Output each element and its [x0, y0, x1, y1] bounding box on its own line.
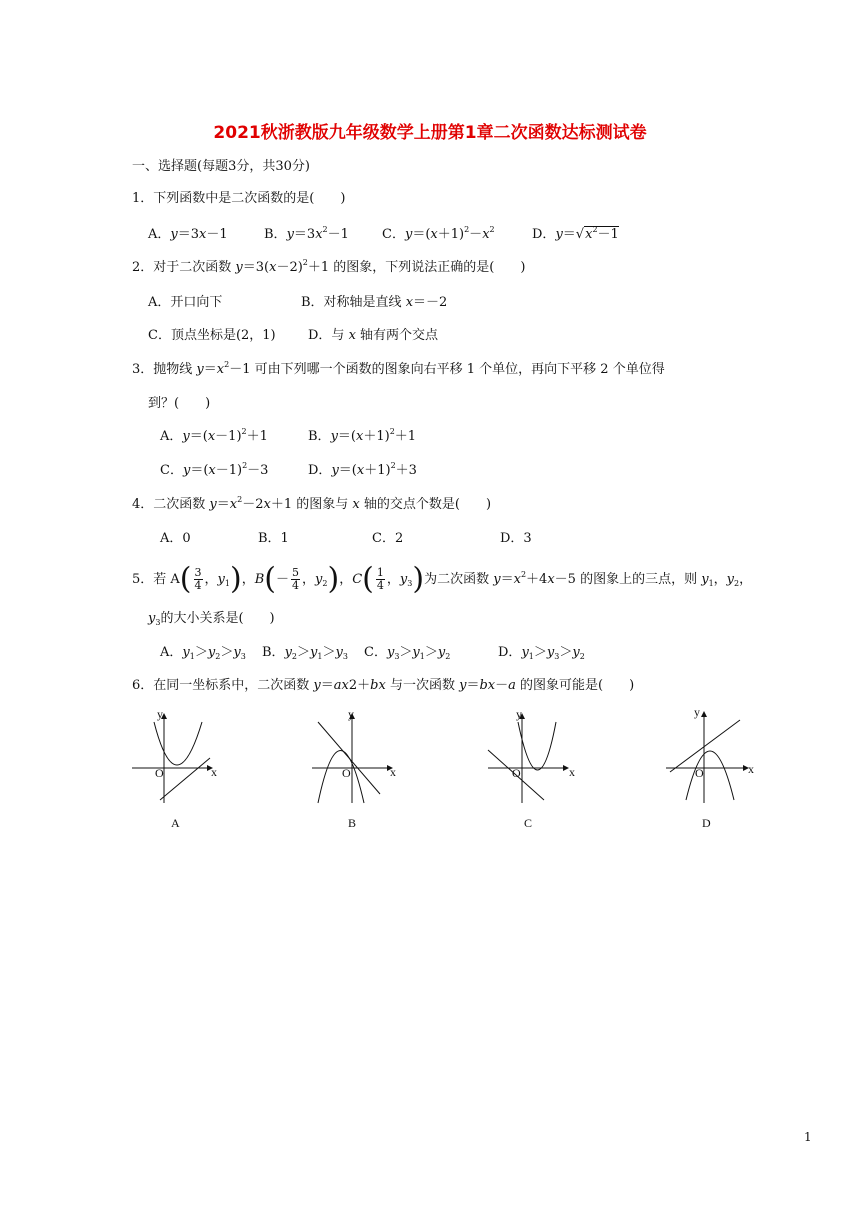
question-3-stem-line2: 到？( ) — [148, 396, 211, 411]
question-5-stem: 5．若 A( $\frac{3}{4}$ ，$y_1$)，B(－ $\frac{5}{4}$ ，$y_2$)，C( $\frac{1}{4}$ ，$y_3$)为二次函数 $y=x^2+4x-5$ 的图象上的三点，则 $y_1$，$y_2$， — [132, 561, 753, 597]
graph-d-origin-label: O — [695, 766, 704, 780]
question-3-stem: 3．抛物线 $y=x^2-1$ 可由下列哪一个函数的图象向右平移 1 个单位，再向下平移 2 个单位得 — [132, 360, 665, 377]
graph-c-caption: C — [524, 816, 533, 830]
page-number: 1 — [804, 1130, 812, 1144]
question-4-stem: 4．二次函数 $y=x^2-2x+1$ 的图象与 x 轴的交点个数是( ) — [132, 495, 492, 512]
q1-option-c: C．$y=(x+1)^2-x^2$ — [382, 225, 495, 242]
q5-option-c: C．$y_3>y_1>y_2$ — [364, 645, 451, 661]
graph-b-caption: B — [348, 816, 357, 830]
graph-a — [130, 708, 222, 808]
question-5-line2: $y_3$的大小关系是( ) — [148, 611, 275, 627]
q3-option-d: D．$y=(x+1)^2+3$ — [308, 461, 417, 478]
graph-d-x-label: x — [748, 762, 754, 776]
graph-d — [664, 708, 756, 808]
q1-option-a: A．y＝3x－1 — [148, 227, 228, 242]
q4-option-b: B．1 — [258, 531, 289, 546]
q3-option-b: B．$y=(x+1)^2+1$ — [308, 427, 417, 444]
graph-b — [310, 708, 402, 808]
question-2-stem: 2．对于二次函数 $y=3(x-2)^2+1$ 的图象，下列说法正确的是( ) — [132, 258, 526, 275]
q5-option-b: B．$y_2>y_1>y_3$ — [262, 645, 348, 661]
q2-option-c: C．顶点坐标是(2，1) — [148, 328, 276, 343]
q4-option-a: A．0 — [160, 531, 191, 546]
q5-option-d: D．$y_1>y_3>y_2$ — [498, 645, 585, 661]
graph-a-caption: A — [171, 816, 180, 830]
q1-option-d: D．$y=√x^2-1$ — [532, 225, 619, 242]
q1-option-b: B．$y=3x^2-1$ — [264, 225, 349, 242]
graph-a-origin-label: O — [155, 766, 164, 780]
page-title: 2021秋浙教版九年级数学上册第1章二次函数达标测试卷 — [213, 123, 647, 143]
q4-option-c: C．2 — [372, 531, 404, 546]
q2-option-b: B．对称轴是直线 x＝－2 — [301, 295, 448, 310]
graph-c-y-label: y — [516, 707, 522, 721]
graph-d-y-label: y — [694, 705, 700, 719]
q2-option-a: A．开口向下 — [148, 295, 223, 310]
graph-d-caption: D — [702, 816, 711, 830]
q3-option-a: A．$y=(x-1)^2+1$ — [160, 427, 268, 444]
graph-c — [486, 708, 578, 808]
question-6-stem: 6．在同一坐标系中，二次函数 y＝ax2＋bx 与一次函数 y＝bx－a 的图象可能是( ) — [132, 678, 635, 693]
graph-c-x-label: x — [569, 765, 575, 779]
question-1-stem: 1．下列函数中是二次函数的是( ) — [132, 191, 346, 206]
graph-c-origin-label: O — [512, 766, 521, 780]
q3-option-c: C．$y=(x-1)^2-3$ — [160, 461, 269, 478]
graph-a-x-label: x — [211, 765, 217, 779]
graph-b-y-label: y — [348, 707, 354, 721]
section-heading: 一、选择题(每题3分，共30分) — [132, 159, 310, 174]
graph-a-y-label: y — [157, 707, 163, 721]
graph-b-origin-label: O — [342, 766, 351, 780]
q4-option-d: D．3 — [500, 531, 532, 546]
q2-option-d: D．与 x 轴有两个交点 — [308, 328, 439, 343]
q5-option-a: A．$y_1>y_2>y_3$ — [160, 645, 246, 661]
graph-b-x-label: x — [390, 765, 396, 779]
